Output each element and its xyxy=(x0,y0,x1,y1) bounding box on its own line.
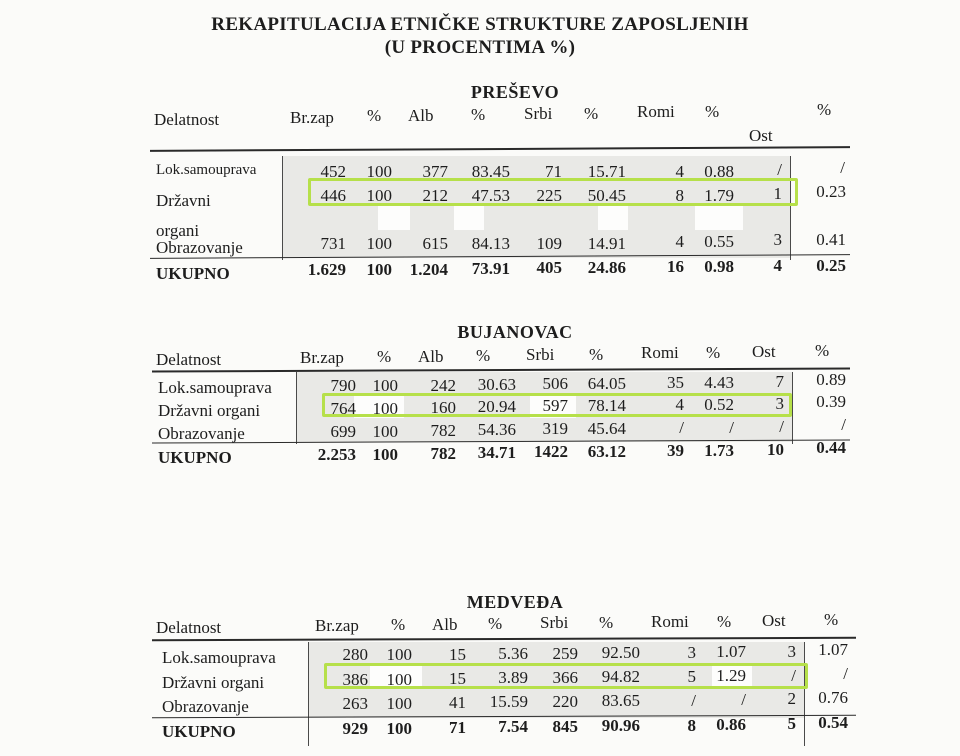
total-romi: 16 xyxy=(667,257,684,276)
row-label: Lok.samouprava xyxy=(162,648,276,667)
cell-alb: 377 xyxy=(422,162,448,181)
header-alb: Alb xyxy=(408,106,434,125)
highlight-box xyxy=(308,178,798,206)
total-pct: 24.86 xyxy=(587,258,626,277)
column-separator xyxy=(282,156,283,260)
header-pct: % xyxy=(824,610,839,629)
cell-pct: 54.36 xyxy=(477,420,516,439)
cell-pct: 78.14 xyxy=(587,396,626,415)
cell-pct: 50.45 xyxy=(587,186,626,205)
blank-patch xyxy=(454,206,484,230)
cell-pct: / xyxy=(729,418,734,437)
cell-pct: 83.65 xyxy=(601,691,640,710)
cell-pct: 92.50 xyxy=(601,643,640,662)
total-label: UKUPNO xyxy=(156,264,230,283)
cell-pct: 100 xyxy=(386,645,412,664)
header-srbi: Srbi xyxy=(524,104,553,123)
cell-pct: / xyxy=(741,690,746,709)
total-pct: 90.96 xyxy=(601,716,640,735)
cell-pct: 100 xyxy=(372,422,398,441)
row-label: Obrazovanje xyxy=(158,424,245,443)
column-separator xyxy=(308,642,309,746)
cell-pct: 0.76 xyxy=(818,688,848,707)
total-srbi: 405 xyxy=(536,258,562,277)
cell-pct: 1.07 xyxy=(818,640,848,659)
total-romi: 39 xyxy=(667,441,684,460)
section-title-presevo: PREŠEVO xyxy=(470,82,560,102)
cell-pct: 100 xyxy=(366,162,392,181)
cell-pct: / xyxy=(843,664,848,683)
cell-alb: 212 xyxy=(422,186,448,205)
header-srbi: Srbi xyxy=(526,345,555,364)
header-pct: % xyxy=(476,346,491,365)
total-label: UKUPNO xyxy=(158,448,232,467)
cell-alb: 15 xyxy=(449,669,466,688)
cell-ost: / xyxy=(791,666,796,685)
cell-brzap: 764 xyxy=(330,399,356,418)
document-subtitle: (U PROCENTIMA %) xyxy=(384,37,576,58)
cell-brzap: 263 xyxy=(342,694,368,713)
cell-romi: 4 xyxy=(675,395,684,414)
document-title: REKAPITULACIJA ETNIČKE STRUKTURE ZAPOSLJENIH xyxy=(211,14,749,35)
cell-pct: 100 xyxy=(366,186,392,205)
cell-pct: 30.63 xyxy=(477,375,516,394)
cell-pct: 100 xyxy=(372,376,398,395)
total-pct: 0.44 xyxy=(816,438,846,457)
cell-alb: 615 xyxy=(422,234,448,253)
header-pct: % xyxy=(705,102,720,121)
total-label: UKUPNO xyxy=(162,722,236,741)
blank-patch xyxy=(695,206,743,230)
total-pct: 0.98 xyxy=(704,257,734,276)
cell-alb: 15 xyxy=(449,645,466,664)
cell-pct: 14.91 xyxy=(587,234,626,253)
header-pct: % xyxy=(817,100,832,119)
cell-pct: 47.53 xyxy=(471,186,510,205)
header-pct: % xyxy=(599,613,614,632)
header-ost: Ost xyxy=(752,342,776,361)
cell-ost: / xyxy=(779,417,784,436)
cell-pct: 0.39 xyxy=(816,392,846,411)
cell-pct: / xyxy=(841,415,846,434)
cell-pct: 100 xyxy=(386,694,412,713)
cell-pct: 100 xyxy=(372,399,398,418)
cell-romi: / xyxy=(691,691,696,710)
header-pct: % xyxy=(488,614,503,633)
total-ost: 10 xyxy=(767,440,784,459)
blank-patch xyxy=(378,206,410,230)
cell-brzap: 452 xyxy=(320,162,346,181)
cell-srbi: 259 xyxy=(552,644,578,663)
cell-pct: 20.94 xyxy=(477,397,516,416)
blank-patch xyxy=(598,206,628,230)
total-pct: 1.73 xyxy=(704,441,734,460)
cell-pct: 64.05 xyxy=(587,374,626,393)
cell-pct: 0.52 xyxy=(704,395,734,414)
cell-pct: 1.07 xyxy=(716,642,746,661)
cell-ost: 7 xyxy=(775,372,784,391)
header-delatnost: Delatnost xyxy=(156,618,222,637)
header-pct: % xyxy=(589,345,604,364)
cell-ost: 3 xyxy=(787,642,796,661)
header-brzap: Br.zap xyxy=(300,348,344,367)
row-label xyxy=(156,186,246,246)
row-label: Državni organi xyxy=(158,401,261,420)
total-srbi: 845 xyxy=(552,717,578,736)
header-delatnost: Delatnost xyxy=(154,110,220,129)
row-label: Lok.samouprava xyxy=(156,162,257,178)
header-alb: Alb xyxy=(432,615,458,634)
cell-ost: / xyxy=(777,160,782,179)
header-delatnost: Delatnost xyxy=(156,350,222,369)
cell-romi: / xyxy=(679,418,684,437)
cell-alb: 160 xyxy=(430,398,456,417)
cell-romi: 3 xyxy=(687,643,696,662)
total-pct: 63.12 xyxy=(587,442,626,461)
column-separator xyxy=(792,372,793,444)
cell-brzap: 446 xyxy=(320,186,346,205)
cell-romi: 5 xyxy=(687,667,696,686)
cell-srbi: 597 xyxy=(542,396,568,415)
total-pct: 34.71 xyxy=(477,443,516,462)
column-separator xyxy=(790,156,791,260)
cell-ost: 3 xyxy=(775,394,784,413)
cell-pct: 5.36 xyxy=(498,644,528,663)
cell-romi: 4 xyxy=(675,162,684,181)
header-brzap: Br.zap xyxy=(315,616,359,635)
header-pct: % xyxy=(706,343,721,362)
cell-ost: 1 xyxy=(773,184,782,203)
cell-romi: 8 xyxy=(675,186,684,205)
header-srbi: Srbi xyxy=(540,613,569,632)
cell-pct: 0.89 xyxy=(816,370,846,389)
cell-romi: 35 xyxy=(667,373,684,392)
cell-alb: 242 xyxy=(430,376,456,395)
row-label: Obrazovanje xyxy=(162,697,249,716)
cell-pct: 94.82 xyxy=(601,667,640,686)
header-pct: % xyxy=(717,612,732,631)
total-pct: 100 xyxy=(386,719,412,738)
cell-pct: 1.79 xyxy=(704,186,734,205)
total-pct: 0.86 xyxy=(716,715,746,734)
total-srbi: 1422 xyxy=(534,442,568,461)
cell-pct: 84.13 xyxy=(471,234,510,253)
cell-pct: 3.89 xyxy=(498,668,528,687)
row-label-text: Državni organi xyxy=(156,191,211,240)
highlight-box xyxy=(324,663,808,689)
header-romi: Romi xyxy=(651,612,689,631)
total-brzap: 929 xyxy=(342,719,368,738)
cell-pct: 83.45 xyxy=(471,162,510,181)
cell-pct: 0.55 xyxy=(704,232,734,251)
cell-brzap: 731 xyxy=(320,234,346,253)
cell-alb: 782 xyxy=(430,421,456,440)
header-romi: Romi xyxy=(641,343,679,362)
cell-pct: 0.23 xyxy=(816,182,846,201)
cell-srbi: 506 xyxy=(542,374,568,393)
cell-srbi: 225 xyxy=(536,186,562,205)
cell-brzap: 386 xyxy=(342,670,368,689)
cell-pct: 15.71 xyxy=(587,162,626,181)
total-ost: 4 xyxy=(773,256,782,275)
cell-pct: 0.41 xyxy=(816,230,846,249)
header-pct: % xyxy=(391,615,406,634)
total-pct: 100 xyxy=(366,260,392,279)
header-pct: % xyxy=(367,106,382,125)
cell-pct: 1.29 xyxy=(716,666,746,685)
section-title-medvedja: MEDVEĐA xyxy=(466,592,564,612)
cell-pct: 0.88 xyxy=(704,162,734,181)
cell-pct: 45.64 xyxy=(587,419,626,438)
cell-pct: 4.43 xyxy=(704,373,734,392)
header-pct: % xyxy=(377,347,392,366)
cell-brzap: 280 xyxy=(342,645,368,664)
header-rule xyxy=(152,637,856,641)
header-pct: % xyxy=(471,105,486,124)
cell-ost: 3 xyxy=(773,230,782,249)
total-alb: 71 xyxy=(449,718,466,737)
header-pct: % xyxy=(815,341,830,360)
column-separator xyxy=(296,372,297,444)
cell-alb: 41 xyxy=(449,693,466,712)
total-romi: 8 xyxy=(687,716,696,735)
total-brzap: 1.629 xyxy=(307,260,346,279)
total-pct: 0.25 xyxy=(816,256,846,275)
cell-pct: / xyxy=(840,158,845,177)
row-label: Lok.samouprava xyxy=(158,378,272,397)
total-brzap: 2.253 xyxy=(317,445,356,464)
header-romi: Romi xyxy=(637,102,675,121)
cell-ost: 2 xyxy=(787,689,796,708)
header-brzap: Br.zap xyxy=(290,108,334,127)
total-pct: 73.91 xyxy=(471,259,510,278)
total-pct: 100 xyxy=(372,445,398,464)
header-ost: Ost xyxy=(749,126,773,145)
cell-srbi: 109 xyxy=(536,234,562,253)
total-alb: 782 xyxy=(430,444,456,463)
header-ost: Ost xyxy=(762,611,786,630)
cell-romi: 4 xyxy=(675,232,684,251)
cell-brzap: 699 xyxy=(330,422,356,441)
highlight-box xyxy=(322,393,792,417)
total-alb: 1.204 xyxy=(409,260,448,279)
cell-pct: 15.59 xyxy=(489,692,528,711)
cell-brzap: 790 xyxy=(330,376,356,395)
row-label: Državni organi xyxy=(162,673,265,692)
total-pct: 7.54 xyxy=(498,717,528,736)
cell-pct: 100 xyxy=(386,670,412,689)
cell-pct: 100 xyxy=(366,234,392,253)
header-rule xyxy=(150,146,850,152)
total-pct: 0.54 xyxy=(818,713,848,732)
total-ost: 5 xyxy=(787,714,796,733)
cell-srbi: 71 xyxy=(545,162,562,181)
cell-srbi: 319 xyxy=(542,419,568,438)
header-pct: % xyxy=(584,104,599,123)
section-title-bujanovac: BUJANOVAC xyxy=(457,322,573,342)
cell-srbi: 220 xyxy=(552,692,578,711)
cell-srbi: 366 xyxy=(552,668,578,687)
header-alb: Alb xyxy=(418,347,444,366)
row-label: Obrazovanje xyxy=(156,238,243,257)
